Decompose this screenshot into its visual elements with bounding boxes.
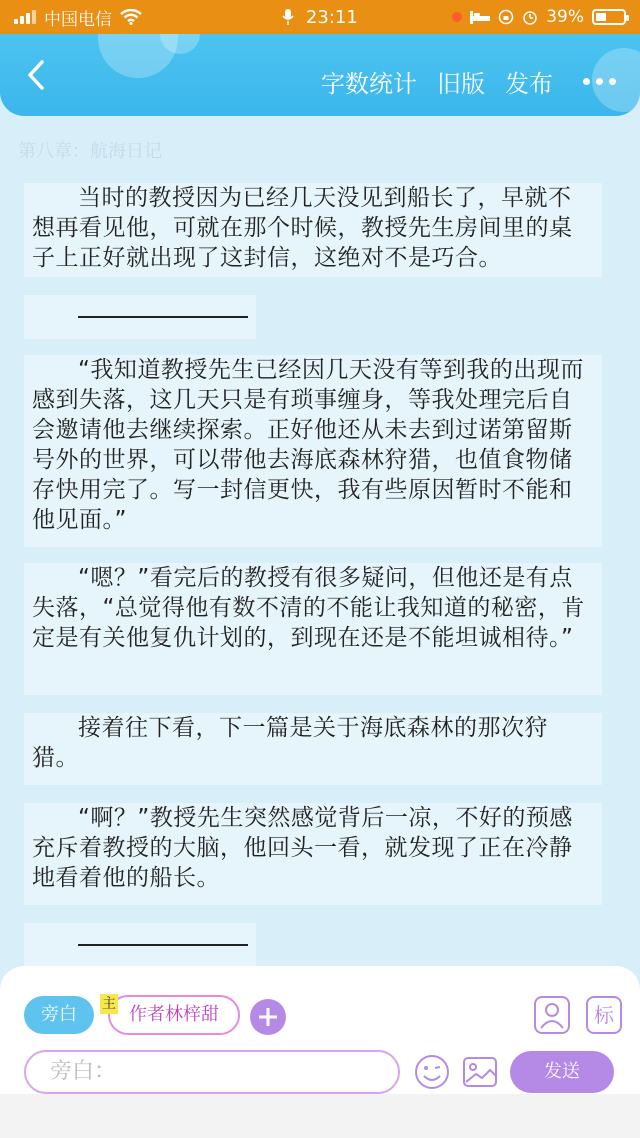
microphone-icon xyxy=(282,9,294,25)
send-button[interactable]: 发送 xyxy=(510,1051,614,1093)
battery-percent: 39% xyxy=(546,7,584,27)
author-role-chip[interactable]: 作者林梓甜 xyxy=(108,995,240,1035)
narration-block[interactable]: 当时的教授因为已经几天没见到船长了，早就不想再看见他，可就在那个时候，教授先生房间里的桌子上正好就出现了这封信，这绝对不是巧合。 xyxy=(24,183,602,277)
character-icon[interactable] xyxy=(534,996,570,1034)
signal-icon xyxy=(14,10,36,24)
recording-dot-icon xyxy=(452,12,462,22)
section-divider xyxy=(24,923,256,967)
person-icon xyxy=(536,998,568,1032)
bottom-safe-area xyxy=(0,1094,640,1138)
emoji-icon[interactable] xyxy=(414,1054,450,1090)
back-arrow-icon[interactable] xyxy=(20,58,54,92)
battery-icon xyxy=(592,9,626,25)
add-role-button[interactable] xyxy=(250,999,286,1035)
narration-block[interactable]: “嗯？”看完后的教授有很多疑问，但他还是有点失落，“总觉得他有数不清的不能让我知道的秘密，肯定是有关他复仇计划的，到现在还是不能坦诚相待。” xyxy=(24,563,602,695)
publish-button[interactable]: 发布 xyxy=(505,70,553,98)
mark-button[interactable]: 标 xyxy=(586,996,622,1034)
composer-panel xyxy=(0,966,640,1094)
message-input[interactable]: 旁白： xyxy=(24,1050,400,1094)
rotation-lock-icon xyxy=(498,9,514,25)
image-icon[interactable] xyxy=(462,1054,498,1090)
chapter-title: 第八章：航海日记 xyxy=(18,141,162,162)
narrator-role-chip[interactable]: 旁白 xyxy=(24,996,94,1034)
bed-icon xyxy=(470,10,490,24)
top-app-bar xyxy=(0,34,640,116)
status-bar xyxy=(0,0,640,34)
word-count-button[interactable]: 字数统计 xyxy=(321,70,417,98)
section-divider xyxy=(24,295,256,339)
wifi-icon xyxy=(120,9,142,25)
narration-block[interactable]: “我知道教授先生已经因几天没有等到我的出现而感到失落，这几天只是有琐事缠身，等我处理完后自会邀请他去继续探索。正好他还从未去到过诺第留斯号外的世界，可以带他去海底森林狩猎，也值食物储存快用完了。写一封信更快，我有些原因暂时不能和他见面。” xyxy=(24,355,602,547)
more-options-icon[interactable] xyxy=(583,78,616,85)
narration-block[interactable]: “啊？”教授先生突然感觉背后一凉，不好的预感充斥着教授的大脑，他回头一看，就发现了正在冷静地看着他的船长。 xyxy=(24,803,602,905)
main-role-badge: 主 xyxy=(102,996,116,1012)
clock-time: 23:11 xyxy=(305,7,358,28)
old-version-button[interactable]: 旧版 xyxy=(437,70,485,98)
carrier-label: 中国电信 xyxy=(44,9,112,30)
narration-block[interactable]: 接着往下看，下一篇是关于海底森林的那次狩猎。 xyxy=(24,713,602,785)
alarm-icon xyxy=(522,9,538,25)
